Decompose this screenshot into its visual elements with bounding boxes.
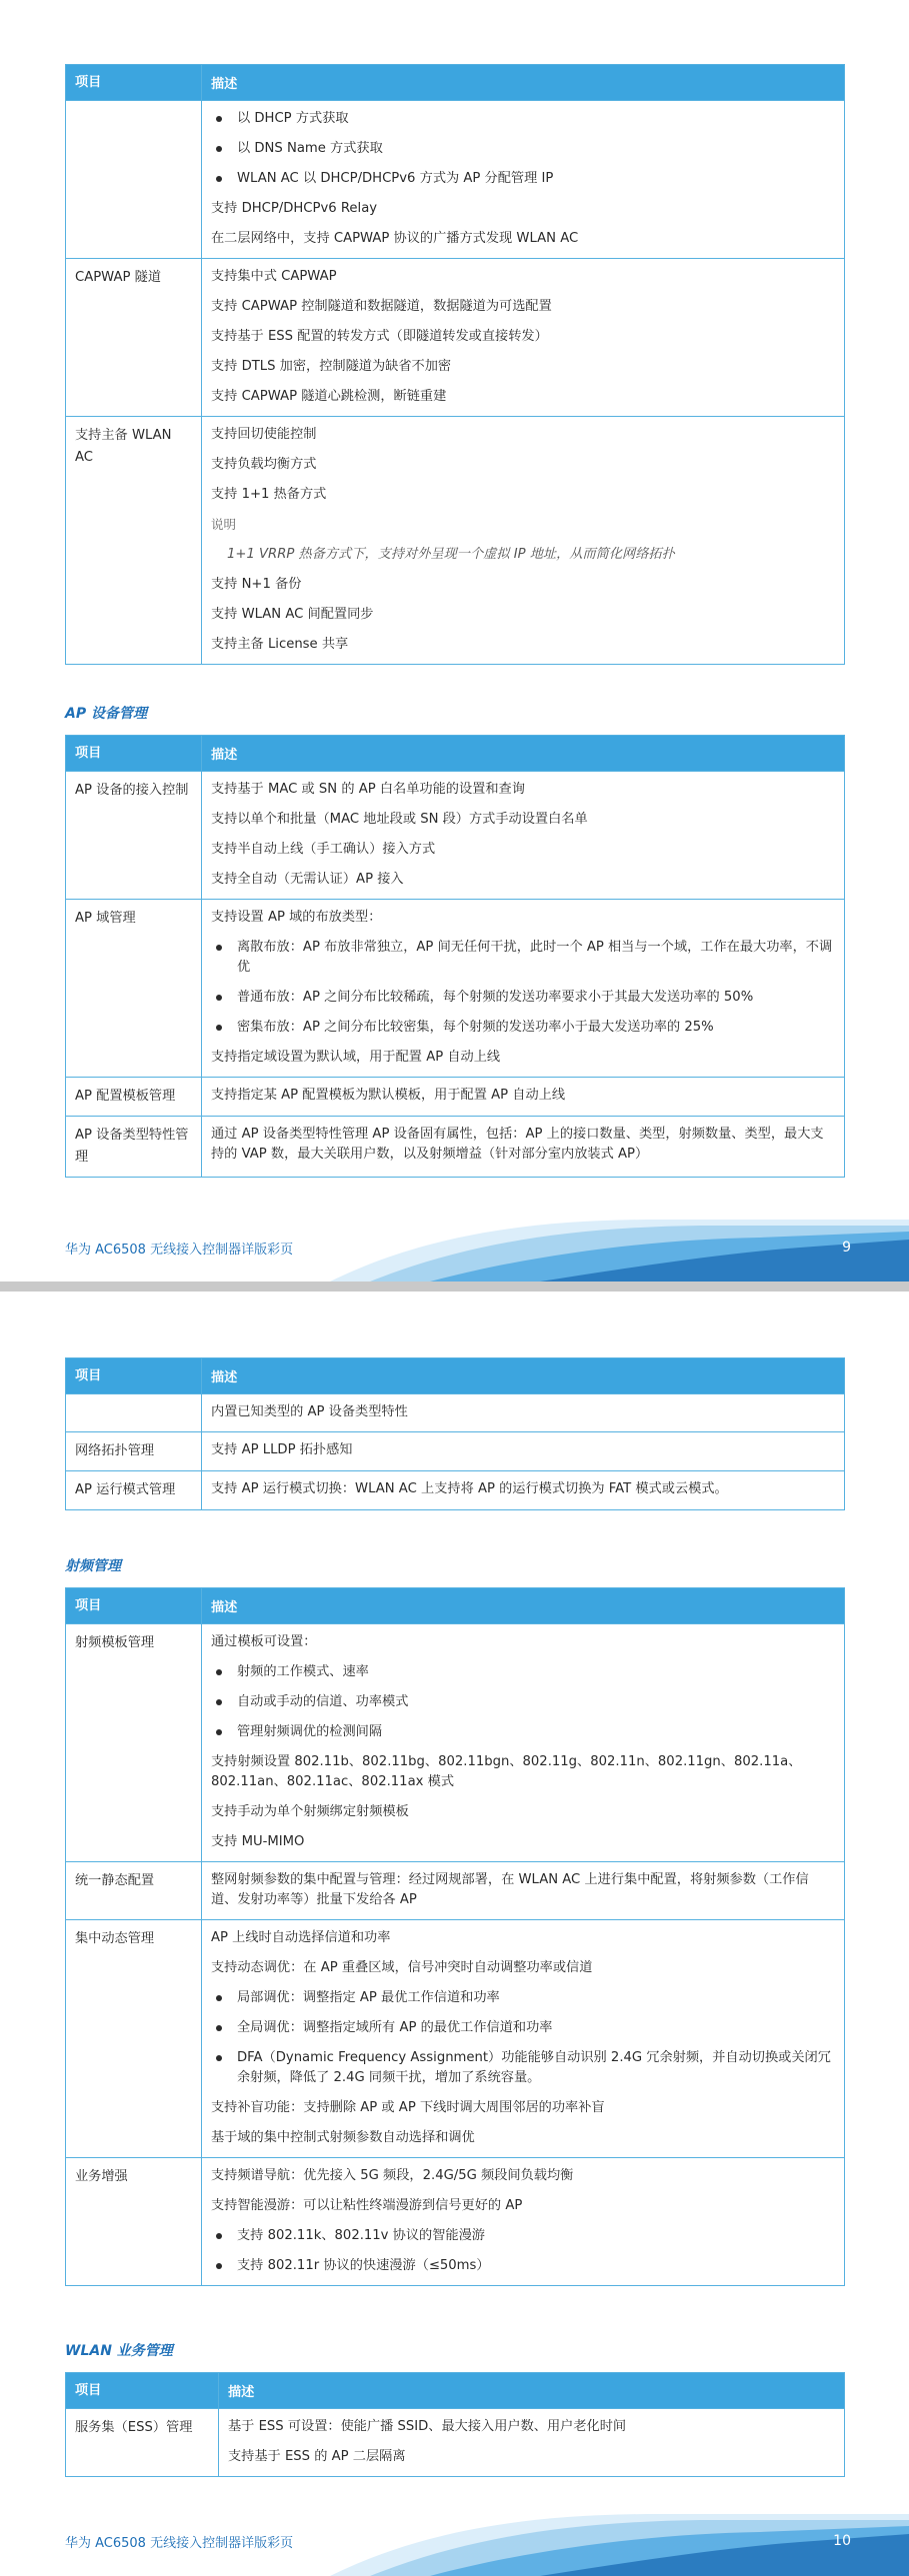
description-line: 支持 1+1 热备方式 xyxy=(211,487,327,502)
description-line: 支持 DHCP/DHCPv6 Relay xyxy=(211,201,378,216)
header-description: 描述 xyxy=(211,77,238,92)
footer-text: 华为 AC6508 无线接入控制器详版彩页 xyxy=(65,2536,294,2551)
description-line: 基于域的集中控制式射频参数自动选择和调优 xyxy=(211,2130,475,2145)
page-9 xyxy=(0,0,909,1282)
table-row xyxy=(66,1393,844,1431)
row-description xyxy=(219,2409,844,2476)
description-line: 支持 DTLS 加密，控制隧道为缺省不加密 xyxy=(211,359,452,374)
table-capwap xyxy=(65,64,845,665)
description-line: 支持主备 License 共享 xyxy=(211,637,349,652)
header-item: 项目 xyxy=(66,65,202,100)
table-row xyxy=(66,1116,844,1177)
table-radio-management xyxy=(65,1587,845,2286)
table-row xyxy=(66,1623,844,1861)
description-line: 通过 AP 设备类型特性管理 AP 设备固有属性，包括：AP 上的接口数量、类型，射频数量、类型，最大支持的 VAP 数，最大关联用户数，以及射频增益（针对部分室内放装式 AP） xyxy=(211,1127,824,1162)
row-item-label: AP 配置模板管理 xyxy=(66,1078,202,1116)
section-title-radio-management: 射频管理 xyxy=(65,1558,121,1574)
table-ap-management xyxy=(65,735,845,1178)
page-number: 9 xyxy=(842,1240,851,1256)
header-description: 描述 xyxy=(228,2385,255,2400)
header-item: 项目 xyxy=(66,736,202,771)
row-item-label: AP 运行模式管理 xyxy=(66,1471,202,1509)
table-row xyxy=(66,1919,844,2157)
description-line: 整网射频参数的集中配置与管理：经过网规部署，在 WLAN AC 上进行集中配置，将射频参数（工作信道、发射功率等）批量下发给各 AP xyxy=(211,1872,809,1907)
header-item: 项目 xyxy=(66,2373,219,2408)
section-title-ap-management: AP 设备管理 xyxy=(65,706,147,722)
bullet-item: 离散布放：AP 布放非常独立，AP 间无任何干扰，此时一个 AP 相当与一个域，工作在最大功率，不调优 xyxy=(211,933,835,983)
row-item-label: AP 设备类型特性管理 xyxy=(66,1117,202,1177)
description-line: 内置已知类型的 AP 设备类型特性 xyxy=(211,1404,408,1419)
table-header-row xyxy=(66,736,844,771)
row-item-label: 业务增强 xyxy=(66,2158,202,2285)
description-line: 支持以单个和批量（MAC 地址段或 SN 段）方式手动设置白名单 xyxy=(211,812,588,827)
bullet-item: 支持 802.11r 协议的快速漫游（≤50ms） xyxy=(211,2251,835,2281)
description-line: 支持全自动（无需认证）AP 接入 xyxy=(211,872,404,887)
section-title-wlan-management: WLAN 业务管理 xyxy=(65,2343,173,2359)
row-item-label: 射频模板管理 xyxy=(66,1624,202,1861)
table-header-row xyxy=(66,2373,844,2408)
description-line: 基于 ESS 可设置：使能广播 SSID、最大接入用户数、用户老化时间 xyxy=(228,2419,627,2434)
table-header-row xyxy=(66,65,844,100)
row-description xyxy=(202,1078,844,1116)
bullet-item: 全局调优：调整指定域所有 AP 的最优工作信道和功率 xyxy=(211,2013,835,2043)
description-line: 支持 N+1 备份 xyxy=(211,577,302,592)
description-line: 支持基于 ESS 配置的转发方式（即隧道转发或直接转发） xyxy=(211,329,548,344)
bullet-item: 管理射频调优的检测间隔 xyxy=(211,1717,835,1747)
row-description xyxy=(202,1920,844,2157)
row-description xyxy=(202,772,844,899)
row-description xyxy=(202,259,844,416)
table-row xyxy=(66,416,844,664)
description-line: 在二层网络中，支持 CAPWAP 协议的广播方式发现 WLAN AC xyxy=(211,231,579,246)
row-description xyxy=(202,1117,844,1177)
table-header-row xyxy=(66,1358,844,1393)
row-item-label xyxy=(66,1394,202,1431)
table-wlan-management xyxy=(65,2372,845,2477)
description-line: 支持半自动上线（手工确认）接入方式 xyxy=(211,842,436,857)
bullet-item: 自动或手动的信道、功率模式 xyxy=(211,1687,835,1717)
description-line: 支持智能漫游：可以让粘性终端漫游到信号更好的 AP xyxy=(211,2198,523,2213)
row-item-label: 集中动态管理 xyxy=(66,1920,202,2157)
bullet-item: 以 DNS Name 方式获取 xyxy=(211,134,835,164)
table-row xyxy=(66,1077,844,1116)
description-line: 支持设置 AP 域的布放类型： xyxy=(211,910,382,925)
description-line: 支持 CAPWAP 控制隧道和数据隧道，数据隧道为可选配置 xyxy=(211,299,552,314)
row-item-label: 支持主备 WLAN AC xyxy=(66,417,202,664)
table-row xyxy=(66,899,844,1077)
footer-text: 华为 AC6508 无线接入控制器详版彩页 xyxy=(65,1243,294,1258)
description-line: 支持 AP 运行模式切换：WLAN AC 上支持将 AP 的运行模式切换为 FAT 模式或云模式。 xyxy=(211,1481,728,1496)
description-line: 支持手动为单个射频绑定射频模板 xyxy=(211,1804,409,1819)
table-row xyxy=(66,2408,844,2476)
table-row xyxy=(66,1470,844,1509)
table-row xyxy=(66,771,844,899)
header-description: 描述 xyxy=(211,1600,238,1615)
row-description xyxy=(202,101,844,258)
bullet-item: 局部调优：调整指定 AP 最优工作信道和功率 xyxy=(211,1983,835,2013)
row-description xyxy=(202,417,844,664)
description-line: 通过模板可设置： xyxy=(211,1634,317,1649)
header-description: 描述 xyxy=(211,1370,238,1385)
description-line: 支持指定域设置为默认域，用于配置 AP 自动上线 xyxy=(211,1050,501,1065)
table-row xyxy=(66,258,844,416)
row-description xyxy=(202,1432,844,1470)
row-description xyxy=(202,900,844,1077)
description-line: 支持 CAPWAP 隧道心跳检测，断链重建 xyxy=(211,389,447,404)
bullet-item: 支持 802.11k、802.11v 协议的智能漫游 xyxy=(211,2221,835,2251)
table-row xyxy=(66,1431,844,1470)
row-description xyxy=(202,1394,844,1431)
row-item-label: AP 域管理 xyxy=(66,900,202,1077)
description-line: 支持动态调优：在 AP 重叠区域，信号冲突时自动调整功率或信道 xyxy=(211,1960,593,1975)
description-line: 支持补盲功能：支持删除 AP 或 AP 下线时调大周围邻居的功率补盲 xyxy=(211,2100,605,2115)
row-description xyxy=(202,2158,844,2285)
row-item-label: AP 设备的接入控制 xyxy=(66,772,202,899)
description-line: 支持基于 ESS 的 AP 二层隔离 xyxy=(228,2449,406,2464)
bullet-item: 射频的工作模式、速率 xyxy=(211,1657,835,1687)
header-description: 描述 xyxy=(211,748,238,763)
bullet-item: 密集布放：AP 之间分布比较密集，每个射频的发送功率小于最大发送功率的 25% xyxy=(211,1013,835,1043)
table-row xyxy=(66,1861,844,1919)
table-ap-topology xyxy=(65,1357,845,1510)
row-item-label xyxy=(66,101,202,258)
note-text: 说明 xyxy=(211,517,237,532)
description-line: 支持负载均衡方式 xyxy=(211,457,317,472)
description-line: 支持射频设置 802.11b、802.11bg、802.11bgn、802.11g、802.11n、802.11gn、802.11a、802.11an、802.11ac、802.11ax 模式 xyxy=(211,1754,802,1789)
description-line: 支持基于 MAC 或 SN 的 AP 白名单功能的设置和查询 xyxy=(211,782,525,797)
description-line: 支持 WLAN AC 间配置同步 xyxy=(211,607,374,622)
row-description xyxy=(202,1624,844,1861)
header-item: 项目 xyxy=(66,1588,202,1623)
bullet-item: 普通布放：AP 之间分布比较稀疏，每个射频的发送功率要求小于其最大发送功率的 50% xyxy=(211,983,835,1013)
description-line: 支持回切使能控制 xyxy=(211,427,317,442)
description-line: 支持指定某 AP 配置模板为默认模板，用于配置 AP 自动上线 xyxy=(211,1088,566,1103)
page-10 xyxy=(0,1291,909,2576)
row-description xyxy=(202,1862,844,1919)
table-row xyxy=(66,100,844,258)
description-line: 支持 MU-MIMO xyxy=(211,1834,305,1849)
description-line: 支持集中式 CAPWAP xyxy=(211,269,337,284)
row-item-label: 网络拓扑管理 xyxy=(66,1432,202,1470)
bullet-item: DFA（Dynamic Frequency Assignment）功能能够自动识别 2.4G 冗余射频，并自动切换或关闭冗余射频，降低了 2.4G 同频干扰，增加了系统容量。 xyxy=(211,2043,835,2093)
note-text: 1+1 VRRP 热备方式下，支持对外呈现一个虚拟 IP 地址，从而简化网络拓扑 xyxy=(227,547,675,562)
bullet-item: 以 DHCP 方式获取 xyxy=(211,104,835,134)
description-line: 支持 AP LLDP 拓扑感知 xyxy=(211,1442,353,1457)
description-line: AP 上线时自动选择信道和功率 xyxy=(211,1930,391,1945)
description-line: 支持频谱导航：优先接入 5G 频段，2.4G/5G 频段间负载均衡 xyxy=(211,2168,574,2183)
header-item: 项目 xyxy=(66,1358,202,1393)
table-header-row xyxy=(66,1588,844,1623)
page-number: 10 xyxy=(833,2533,851,2549)
row-item-label: CAPWAP 隧道 xyxy=(66,259,202,416)
bullet-item: WLAN AC 以 DHCP/DHCPv6 方式为 AP 分配管理 IP xyxy=(211,164,835,194)
row-description xyxy=(202,1471,844,1509)
row-item-label: 统一静态配置 xyxy=(66,1862,202,1919)
row-item-label: 服务集（ESS）管理 xyxy=(66,2409,219,2476)
table-row xyxy=(66,2157,844,2285)
